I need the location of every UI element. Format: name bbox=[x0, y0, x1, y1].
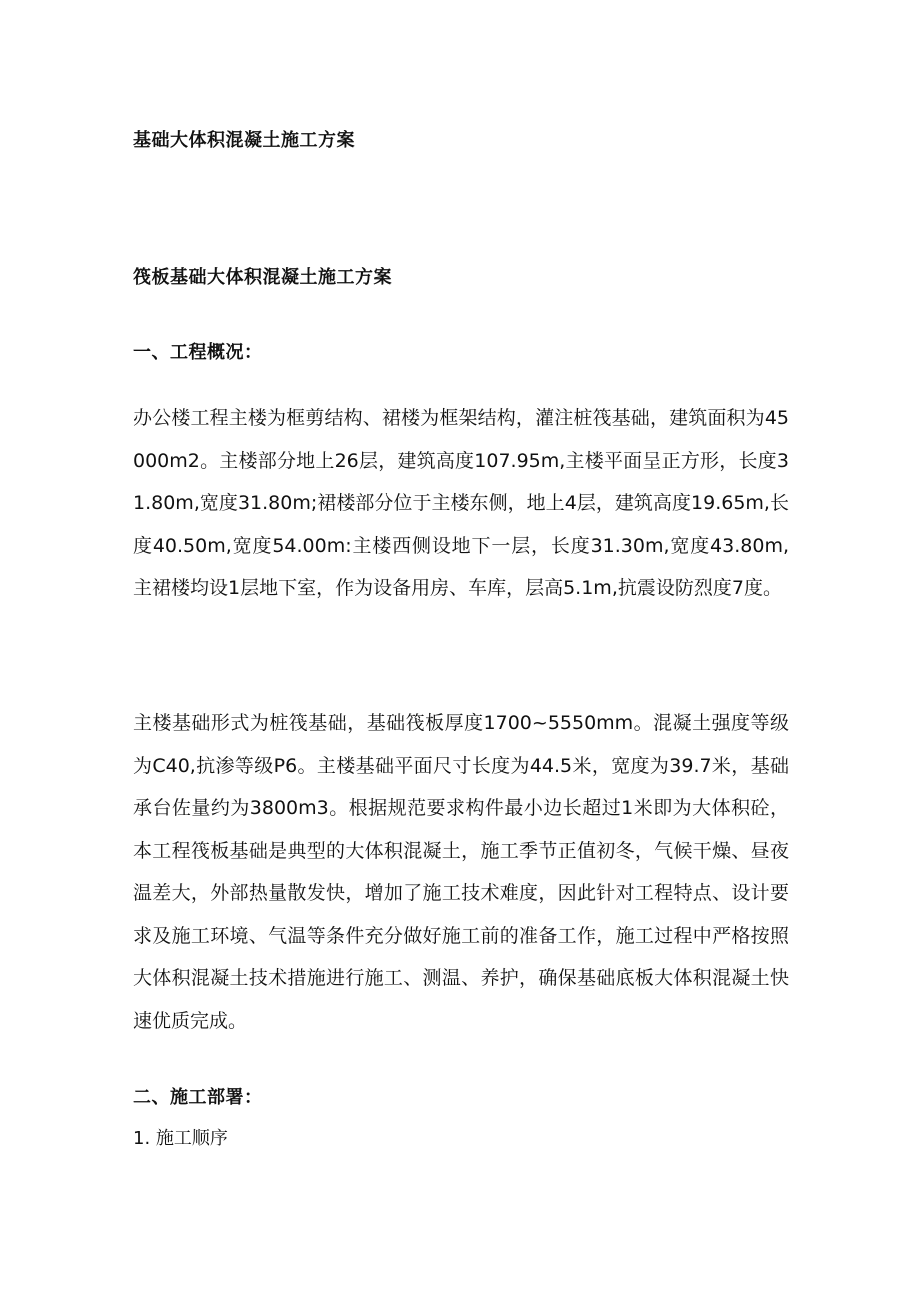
document-subtitle: 筏板基础大体积混凝土施工方案 bbox=[133, 267, 392, 288]
deployment-item-construction-sequence: 1. 施工顺序 bbox=[133, 1128, 228, 1149]
section-heading-overview: 一、工程概况： bbox=[133, 342, 263, 363]
document-title: 基础大体积混凝土施工方案 bbox=[133, 130, 355, 151]
overview-paragraph-1: 办公楼工程主楼为框剪结构、裙楼为框架结构，灌注桩筏基础，建筑面积为45000m2。主楼部分地上26层，建筑高度107.95m,主楼平面呈正方形，长度31.80m,宽度31.80m;裙楼部分位于主楼东侧，地上4层，建筑高度19.65m,长度40.50m,宽度54.00m:主楼西侧设地下一层，长度31.30m,宽度43.80m,主裙楼均设1层地下室，作为设备用房、车库，层高5.1m,抗震设防烈度7度。 bbox=[133, 407, 789, 599]
overview-paragraph-2: 主楼基础形式为桩筏基础，基础筏板厚度1700~5550mm。混凝土强度等级为C40,抗渗等级P6。主楼基础平面尺寸长度为44.5米，宽度为39.7米，基础承台佐量约为3800m3。根据规范要求构件最小边长超过1米即为大体积砼，本工程筏板基础是典型的大体积混凝土，施工季节正值初冬，气候干燥、昼夜温差大，外部热量散发快，增加了施工技术难度，因此针对工程特点、设计要求及施工环境、气温等条件充分做好施工前的准备工作，施工过程中严格按照大体积混凝土技术措施进行施工、测温、养护，确保基础底板大体积混凝土快速优质完成。 bbox=[133, 712, 789, 1032]
section-heading-deployment: 二、施工部署： bbox=[133, 1087, 263, 1108]
